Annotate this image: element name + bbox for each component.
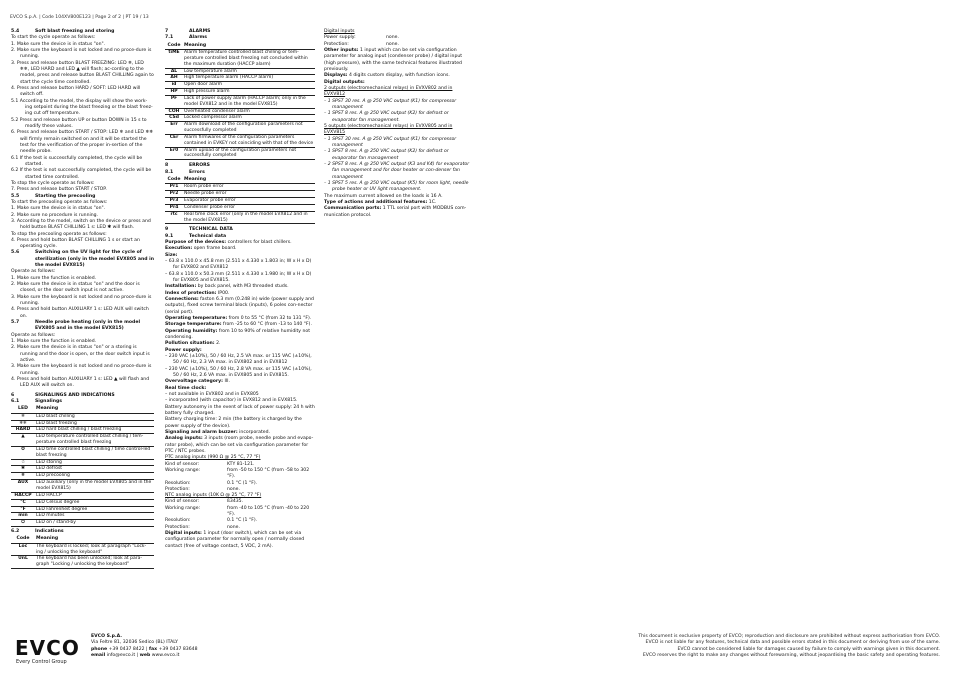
row-code: Pr1 [165, 184, 183, 191]
row-meaning: Alarm temperature controlled blast chilling or tem-perature controlled blast freezing not concluded within the maximum duration (HACCP alarm) [183, 49, 315, 68]
spec-value: ß3435. [227, 499, 244, 505]
s54-step-6: 6. Press and release button START / STOP: LED ❄ and LED ❄❄ will firmly remain switched on and it will be started the test for the verification of the proper in-sertion of the needle probe. [11, 130, 154, 155]
table-row [11, 520, 154, 527]
spec-label: Protection: [165, 524, 190, 530]
s56-step-1: 1. Make sure the function is enabled. [11, 275, 97, 281]
digital-outputs-b2: – 1 SPST 8 res. A @ 250 VAC output (K2) for defrost or evaporator fan management [324, 149, 449, 161]
installation: Installation: by back panel, with M3 threaded studs. [165, 284, 289, 290]
column-1 [11, 29, 154, 571]
s54-stop-intro: To stop the cycle operate as follows: [11, 180, 95, 186]
ntc-list [165, 499, 315, 531]
row-code: HARD [11, 427, 35, 434]
table-row [165, 75, 315, 82]
row-meaning: LED time controlled blast chilling / time control-led blast freezing [35, 446, 154, 459]
row-code: AL [165, 68, 183, 75]
section-7-heading: 7 ALARMS [165, 29, 211, 34]
row-meaning: LED hard blast chilling / blast freezing [35, 427, 154, 434]
spec-value: none. [227, 524, 240, 530]
row-code: HACCP [11, 492, 35, 499]
ptc-list [165, 462, 315, 494]
row-code: tiME [165, 49, 183, 68]
s54-step-4: 4. Press and release button HARD / SOFT: LED HARD will switch off. [11, 85, 141, 98]
table-row [165, 184, 315, 191]
s54-step-5-1: 5.1 According to the model, the display will show the work-ing setpoint during the blast freezing or the blast freez-ing cut off temperature. [11, 98, 153, 117]
row-code: HP [165, 89, 183, 96]
row-code: PF [165, 95, 183, 108]
row-meaning: High temperature alarm (HACCP alarm) [183, 75, 315, 82]
row-code: AH [165, 75, 183, 82]
digital-inputs-title: Digital inputs [324, 29, 355, 34]
row-meaning: LED Celsius degree [35, 499, 154, 506]
svg-text:EVCO: EVCO [15, 637, 80, 660]
table-row [165, 198, 315, 205]
row-meaning: Condenser probe error [183, 204, 315, 211]
row-code: Pr3 [165, 198, 183, 205]
row-code: AUX [11, 480, 35, 493]
table-row [165, 82, 315, 89]
row-code: ❄❄ [11, 420, 35, 427]
section-9-1-heading: 9.1 Technical data [165, 233, 227, 239]
row-meaning: Needle probe error [183, 191, 315, 198]
section-5-7-heading: 5.7 Needle probe heating (only in the model EVX805 and in the model EVX815) [11, 320, 141, 332]
max-current: The maximum current allowed on the loads is 16 A. [324, 193, 443, 199]
buzzer: Signaling and alarm buzzer: incorporated. [165, 429, 270, 435]
rtc-label: Real time clock: [165, 385, 207, 391]
section-6-heading: 6 SIGNALINGS AND INDICATIONS [11, 392, 115, 398]
battery-charging: Battery charging time: 2 min (the battery is charged by the power supply of the device). [165, 417, 302, 429]
table-row [11, 543, 154, 556]
spec-value: KTY 81-121. [227, 461, 255, 467]
table-row [165, 147, 315, 160]
size-1: – 63.8 x 110.0 x 45.8 mm (2.511 x 4.330 x 1.803 in; W x H x D) for EVX802 and EVX812 [165, 259, 312, 271]
digital-outputs-b1: – 1 SPST 30 res. A @ 250 VAC output (K1) for compressor management [324, 136, 457, 148]
section-6-2-heading: 6.2 Indications [11, 529, 64, 535]
row-code: ⏱ [11, 446, 35, 459]
digital-inputs-list [324, 35, 470, 48]
digital-outputs-b4: – 1 SPST 5 res. A @ 250 VAC output (K5) for room light, needle probe heater or UV light management. [324, 180, 469, 193]
section-8-heading: 8 ERRORS [165, 163, 210, 169]
spec-value: from -50 to 150 °C (from -58 to 302 °F). [227, 467, 310, 480]
table-row [165, 134, 315, 147]
row-meaning: LED defrost [35, 466, 154, 473]
s57-step-2: 2. Make sure the device is in status "on" or a storing is running and the door is open, or the door switch input is active. [11, 345, 150, 364]
table-row [11, 420, 154, 427]
table-row [11, 513, 154, 520]
table-row [11, 506, 154, 513]
connections: Connections: faston 6.3 mm (0.248 in) wide (power supply and outputs), fixed screw terminal block (inputs), 6 poles con-nector (serial port). [165, 296, 314, 315]
section-5-6-heading: 5.6 Switching on the UV light for the cycle of sterilization (only in the model EVX805 and in the model EVX815) [11, 250, 154, 269]
spec-row [165, 506, 315, 519]
analog-inputs: Analog inputs: 3 inputs (room probe, needle probe and evapo-rator probe), which can be set via configuration parameter for PTC / NTC probes. [165, 436, 314, 454]
s55-step-2: 2. Make sure no procedure is running. [11, 212, 99, 218]
row-meaning: Real time clock error (only in the model EVX812 and in the model EVX815) [183, 211, 315, 224]
purpose: Purpose of the devices: controllers for blast chillers. [165, 240, 292, 246]
operating-humidity: Operating humidity: from 10 to 90% of relative humidity not condensing. [165, 328, 311, 340]
overvoltage: Overvoltage category: III. [165, 379, 230, 385]
spec-label: Power supply: [324, 35, 356, 41]
digital-outputs-a1: – 1 SPST 30 res. A @ 250 VAC output (K1) for compressor management [324, 98, 457, 110]
row-code: ☃ [11, 459, 35, 466]
s56-intro: Operate as follows: [11, 269, 56, 275]
row-meaning: Alarm firmwares of the configuration parameters contained in EVKEY not coinciding with that of the device [184, 134, 314, 146]
table-row [11, 427, 154, 434]
disclaimer: This document is exclusive property of EVCO; reproduction and disclosure are prohibited without express authorisation from EVCO. EVCO is not liable for any features, technical data and possible errors stated in this document or deriving from use of the same. EVCO cannot be considered liable for damages caused by failure to comply with warnings given in this document. EVCO reserves the right to make any changes without forewarning, without jeopardising the basic safety and operating features. [638, 634, 940, 658]
section-7-1-heading: 7.1 Alarms [165, 35, 208, 41]
s55-stop-intro: To stop the precooling operate as follows: [11, 231, 107, 237]
table-row [11, 499, 154, 506]
page-header: EVCO S.p.A. | Code 104XV800E123 | Page 2 of 2 | PT 19 / 13 [10, 15, 149, 20]
s57-step-4: 4. Press and hold button AUXILIARY 1 s: LED ▲ will flash and LED AUX will switch on. [11, 377, 150, 389]
row-meaning: LED Fahrenheit degree [35, 506, 154, 513]
spec-label: Kind of sensor: [165, 461, 200, 467]
table-row [11, 446, 154, 459]
digital-outputs-b3: – 2 SPST 8 res. A @ 250 VAC output (K3 and K4) for evaporator fan management and for door heater or con-denser fan management [324, 161, 470, 180]
digital-outputs-b: 5 outputs (electromechanical relays) in EVXV805 and in EVXV815 [324, 123, 453, 136]
protection-index: Index of protection: IP00. [165, 290, 230, 296]
s54-step-1: 1. Make sure the device is in status "on". [11, 41, 106, 47]
spec-label: Working range: [165, 505, 201, 511]
table-row [165, 49, 315, 68]
svg-text:Every Control Group: Every Control Group [16, 659, 67, 665]
row-code: ❄ [11, 413, 35, 420]
s55-step-3: 3. According to the model, switch on the device or press and hold button BLAST CHILLING 1 s: LED ✱ will flash. [11, 218, 151, 231]
spec-value: none. [386, 35, 399, 41]
execution: Execution: open frame board. [165, 246, 237, 252]
row-meaning: LED blast chilling [35, 413, 154, 420]
table-row [165, 122, 315, 135]
company-address: Via Feltre 81, 32036 Sedico (BL) ITALY [91, 640, 178, 646]
table-row [11, 473, 154, 480]
row-code: id [165, 82, 183, 89]
table-row [165, 95, 315, 108]
rtc-2: – incorporated (with capacitor) in EVX812 and in EVX815. [165, 398, 298, 404]
spec-value: from -40 to 105 °C (from -40 to 220 °F). [227, 505, 310, 518]
table-row [165, 204, 315, 211]
table-row [165, 115, 315, 122]
spec-label: Resolution: [165, 480, 191, 486]
spec-label: Protection: [324, 41, 349, 47]
row-code: Loc [11, 543, 35, 556]
row-code: Pr2 [165, 191, 183, 198]
s54-step-5-2: 5.2 Press and release button UP or button DOWN in 15 s to modify these values. [11, 117, 147, 129]
errors-table: Code Meaning Pr1 Room probe error Pr2 Needle probe error Pr3 Evaporator probe error Pr4 Condenser probe error rtc Real time clock error (only in the model EVX812 and in the model EVX815) [165, 177, 315, 224]
company-info [91, 634, 198, 659]
row-code: ✱ [11, 466, 35, 473]
digital-outputs-a2: – 1 SPST 8 res. A @ 250 VAC output (K2) for defrost or evaporator fan management. [324, 111, 449, 123]
digital-outputs-label: Digital outputs: [324, 79, 365, 85]
s55-intro: To start the precooling operate as follows: [11, 199, 108, 205]
spec-row [165, 468, 315, 481]
row-meaning: Alarm download of the configuration parameters not successfully completed [183, 122, 315, 135]
row-meaning: LED minutes [35, 513, 154, 520]
row-meaning: LED auxiliary (only in the model EVX805 and in the model EVX815) [35, 480, 154, 493]
spec-label: Protection: [165, 486, 190, 492]
signalings-table: LED Meaning ❄ LED blast chilling ❄❄ LED blast freezing HARD LED hard blast chilling / blast freezing ▲ LED temperature controlled blast chilling / tem-perature controlled blast freezing ⏱ LED time controlled blast chilling / time control-led blast freezing ☃ LED storing ✱ LED defrost ❅ LED precooling AUX LED auxiliary (only in the model EVX805 and in the model EVX815) HACCP LED HACCP °C LED Celsius degree °F LED Fahrenheit degree min LED minutes ⏻ LED on / stand-by [11, 406, 154, 527]
table-row [165, 89, 315, 96]
row-meaning: High pressure alarm [183, 89, 315, 96]
row-meaning: Lack of power supply alarm (HACCP alarm; only in the model EVX812 and in the model EVX815) [183, 95, 315, 108]
spec-value: none. [386, 41, 399, 47]
table-row [11, 480, 154, 493]
table-row [165, 211, 315, 224]
spec-value: 0.1 °C (1 °F). [227, 518, 258, 524]
table-row [165, 191, 315, 198]
s57-step-1: 1. Make sure the function is enabled. [11, 339, 97, 345]
row-meaning: Open door alarm [183, 82, 315, 89]
row-code: Er0 [165, 147, 183, 160]
row-meaning: LED temperature controlled blast chilling / tem-perature controlled blast freezing [35, 434, 154, 447]
row-code: rtc [165, 211, 183, 224]
row-code: CSd [165, 115, 183, 122]
digital-outputs-a: 2 outputs (electromechanical relays) in EVXV802 and in EVXV812 [324, 85, 453, 98]
power-supply-2: – 230 VAC (±10%), 50 / 60 Hz, 2.8 VA max. or 115 VAC (±10%), 50 / 60 Hz, 2.6 VA max. in EVX805 and in EVX815. [165, 366, 312, 378]
s54-step-2: 2. Make sure the keyboard is not locked and no proce-dure is running. [11, 47, 152, 60]
size-2: – 63.8 x 110.0 x 50.3 mm (2.511 x 4.330 x 1.980 in; W x H x D) for EVX805 and EVX815. [165, 271, 312, 283]
row-meaning: Alarm upload of the configuration parameters not successfully completed [183, 147, 315, 160]
spec-value: 0.1 °C (1 °F). [227, 480, 258, 486]
row-code: COH [165, 108, 183, 115]
s56-step-4: 4. Press and hold button AUXILIARY 1 s: LED AUX will switch on. [11, 307, 149, 319]
s54-step-6-1: 6.1 If the test is successfully completed, the cycle will be started. [11, 155, 143, 167]
s54-step-3: 3. Press and release button BLAST FREEZING: LED ❄, LED ❄❄, LED HARD and LED ▲ will flash; ac-cording to the model, press and release button BLAST CHILLING again to start the cycle time controlled. [11, 60, 154, 85]
row-code: Pr4 [165, 204, 183, 211]
storage-temperature: Storage temperature: from -25 to 60 °C (from -13 to 140 °F). [165, 322, 312, 328]
row-meaning: Locked compressor alarm [183, 115, 315, 122]
section-9-heading: 9 TECHNICAL DATA [165, 227, 233, 233]
section-5-5-heading: 5.5 Starting the precooling [11, 193, 96, 199]
table-row [11, 413, 154, 420]
row-code: UnL [11, 556, 35, 569]
column-2 [165, 29, 315, 550]
row-meaning: LED HACCP [35, 492, 154, 499]
row-code: °C [11, 499, 35, 506]
actions: Type of actions and additional features: 1C. [324, 199, 437, 205]
other-inputs: Other inputs: 1 input which can be set via configuration parameter for analog input (condenser probe) / digital input (high pressure), with the same technical features illustrated previously. [324, 47, 463, 72]
communication-ports: Communication ports: 1 TTL serial port with MODBUS com-munication protocol. [324, 206, 467, 218]
size-label: Size: [165, 252, 178, 258]
row-meaning: LED precooling [35, 473, 154, 480]
column-3 [324, 29, 470, 219]
s55-step-1: 1. Make sure the device is in status "on". [11, 206, 106, 212]
row-meaning: Low temperature alarm [183, 68, 315, 75]
pollution: Pollution situation: 2. [165, 341, 221, 347]
table-row [11, 492, 154, 499]
spec-label: Kind of sensor: [165, 499, 200, 505]
row-code: ⏻ [11, 520, 35, 527]
rtc-1: – not available in EVX802 and in EVX805 [165, 391, 259, 397]
row-meaning: The keyboard is locked; look at paragraph "Lock-ing / unlocking the keyboard" [35, 543, 154, 556]
company-contacts: phone +39 0437 8422 | fax +39 0437 83648 [91, 646, 198, 652]
section-5-4-heading: 5.4 Soft blast freezing and storing [11, 29, 115, 34]
table-row [11, 434, 154, 447]
row-meaning: The keyboard has been unlocked; look at para-graph "Locking / unlocking the keyboard" [35, 556, 154, 569]
s56-step-2: 2. Make sure the device is in status "on" and the door is closed, or the door switch input is not active. [11, 282, 140, 294]
spec-label: Resolution: [165, 518, 191, 524]
row-code: min [11, 513, 35, 520]
displays: Displays: 4 digits custom display, with function icons. [324, 73, 450, 79]
battery-autonomy: Battery autonomy in the event of lack of power supply: 24 h with battery fully charged. [165, 404, 315, 416]
table-row [165, 108, 315, 115]
power-supply-1: – 230 VAC (±10%), 50 / 60 Hz, 2.5 VA max. or 115 VAC (±10%), 50 / 60 Hz, 2.3 VA max. in EVX802 and in EVX812 [165, 353, 312, 366]
section-8-1-heading: 8.1 Errors [165, 169, 205, 175]
row-code: CEr [165, 134, 183, 147]
row-meaning: Room probe error [183, 184, 315, 191]
s54-intro: To start the cycle operate as follows: [11, 35, 96, 41]
s54-step-6-2: 6.2 If the test is not successfully completed, the cycle will be started time controlled. [11, 168, 152, 180]
s57-intro: Operate as follows: [11, 332, 56, 338]
evco-logo-icon [15, 637, 87, 665]
digital-inputs: Digital inputs: 1 input (door switch), which can be set via configuration parameter for normally open / normally closed contact (free of voltage contact, 5 VDC, 2 mA). [165, 531, 305, 549]
table-row [165, 68, 315, 75]
table-row [11, 459, 154, 466]
spec-value: none. [227, 486, 240, 492]
row-meaning: LED storing [35, 459, 154, 466]
row-meaning: Overheated condenser alarm [183, 108, 315, 115]
indications-table: Code Meaning Loc The keyboard is locked; look at paragraph "Lock-ing / unlocking the keyboard" UnL The keyboard has been unlocked; look at para-graph "Locking / unlocking the keyboard" [11, 536, 154, 569]
operating-temperature: Operating temperature: from 0 to 55 °C (from 32 to 131 °F). [165, 315, 312, 321]
s56-step-3: 3. Make sure the keyboard is not locked and no proce-dure is running. [11, 294, 152, 307]
company-name: EVCO S.p.A. [91, 634, 123, 639]
table-row [11, 466, 154, 473]
row-code: Err [165, 122, 183, 135]
table-row [11, 556, 154, 569]
ptc-title: PTC analog inputs (990 Ω @ 25 °C, 77 °F) [165, 455, 261, 461]
row-meaning: LED blast freezing [35, 420, 154, 427]
section-6-1-heading: 6.1 Signalings [11, 399, 62, 405]
row-meaning: LED on / stand-by [35, 520, 154, 527]
spec-label: Working range: [165, 467, 201, 473]
s54-step-7: 7. Press and release button START / STOP. [11, 187, 107, 193]
row-code: ❅ [11, 473, 35, 480]
evco-logo [15, 637, 87, 665]
power-supply-label: Power supply: [165, 347, 202, 353]
s57-step-3: 3. Make sure the keyboard is not locked and no proce-dure is running. [11, 364, 152, 376]
row-code: ▲ [11, 434, 35, 447]
s55-step-4: 4. Press and hold button BLAST CHILLING 1 s or start an operating cycle. [11, 237, 140, 250]
alarms-table: Code Meaning tiME Alarm temperature controlled blast chilling or tem-perature controlled blast freezing not concluded within the maximum duration (HACCP alarm) AL Low temperature alarm AH High temperature alarm (HACCP alarm) id Open door alarm HP High pressure alarm PF Lack of power supply alarm (HACCP alarm; only in the model EVX812 and in the model EVX815) COH Overheated condenser alarm CSd Locked compressor alarm Err Alarm download of the configuration parameters not successfully completed CEr Alarm firmwares of the configuration parameters contained in EVKEY not coinciding with that of the device Er0 Alarm upload of the configuration parameters not successfully completed [165, 43, 315, 161]
ntc-title: NTC analog inputs (10K Ω @ 25 °C, 77 °F) [165, 493, 262, 499]
row-meaning: Evaporator probe error [183, 198, 315, 205]
company-web: email info@evco.it | web www.evco.it [91, 652, 180, 658]
row-code: °F [11, 506, 35, 513]
